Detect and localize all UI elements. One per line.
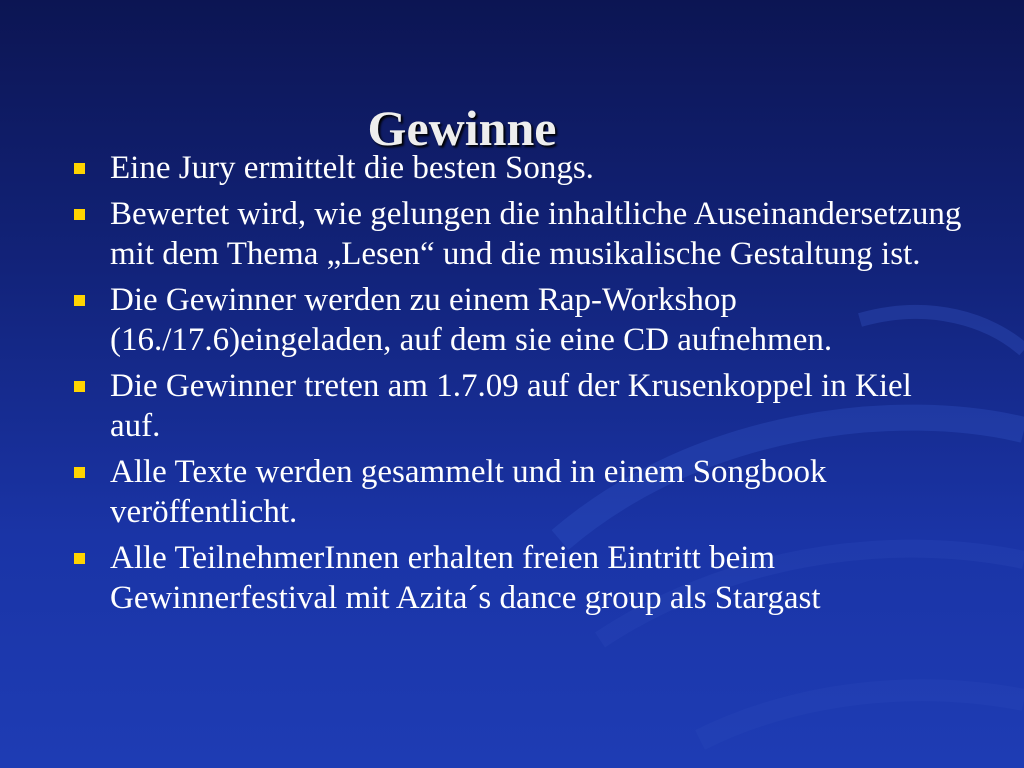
bullet-text: Alle TeilnehmerInnen erhalten freien Eintritt beim Gewinnerfestival mit Azita´s dance group als Stargast <box>110 540 821 616</box>
bullet-item <box>70 280 970 360</box>
bullet-text: Die Gewinner werden zu einem Rap-Workshop (16./17.6)eingeladen, auf dem sie eine CD aufnehmen. <box>110 282 833 358</box>
square-bullet-icon <box>74 209 85 220</box>
bullet-text: Die Gewinner treten am 1.7.09 auf der Krusenkoppel in Kiel auf. <box>110 368 912 444</box>
bullet-item <box>70 148 970 188</box>
bullet-text: Bewertet wird, wie gelungen die inhaltliche Auseinandersetzung mit dem Thema „Lesen“ und die musikalische Gestaltung ist. <box>110 196 962 272</box>
bullet-item <box>70 538 970 618</box>
square-bullet-icon <box>74 381 85 392</box>
square-bullet-icon <box>74 163 85 174</box>
slide-title: Gewinne <box>367 99 557 156</box>
bullet-text: Eine Jury ermittelt die besten Songs. <box>110 150 594 186</box>
bullet-text: Alle Texte werden gesammelt und in einem Songbook veröffentlicht. <box>110 454 827 530</box>
square-bullet-icon <box>74 295 85 306</box>
bullet-list <box>70 148 970 624</box>
square-bullet-icon <box>74 467 85 478</box>
square-bullet-icon <box>74 553 85 564</box>
bullet-item <box>70 452 970 532</box>
bullet-item <box>70 366 970 446</box>
bullet-item <box>70 194 970 274</box>
